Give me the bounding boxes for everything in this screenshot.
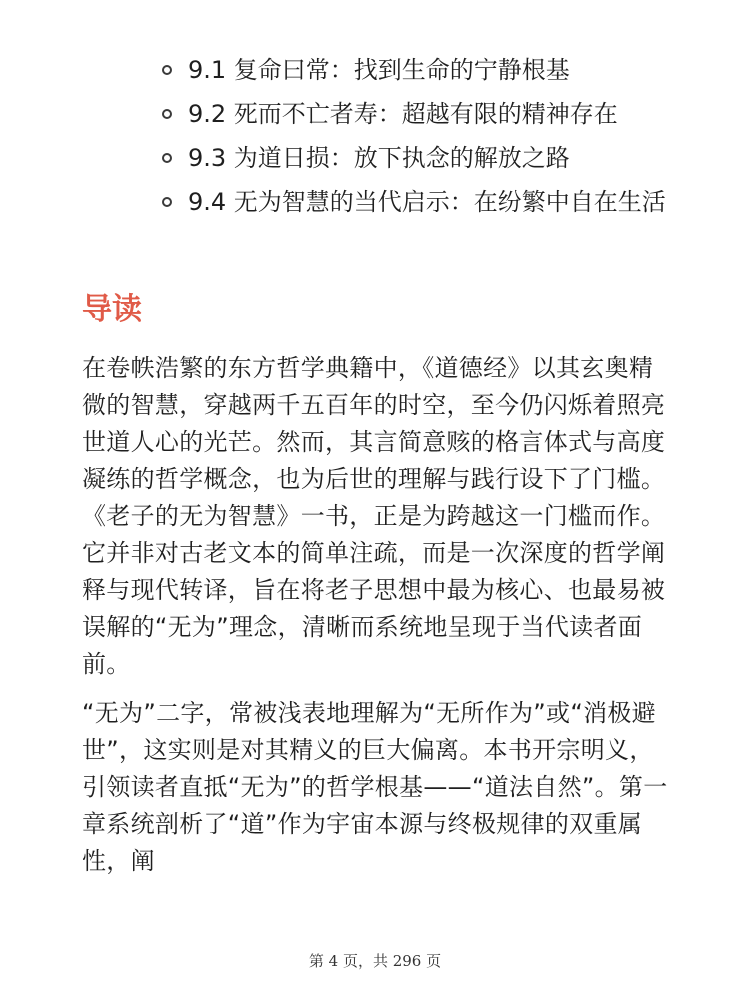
toc-item[interactable] — [162, 50, 682, 90]
hollow-circle-bullet-icon — [162, 109, 172, 119]
toc-item[interactable] — [162, 182, 682, 222]
page-number-footer: 第 4 页，共 296 页 — [308, 952, 442, 970]
paragraph: 在卷帙浩繁的东方哲学典籍中，《道德经》以其玄奥精微的智慧，穿越两千五百年的时空，至今仍闪烁着照亮世道人心的光芒。然而，其言简意赅的格言体式与高度凝练的哲学概念，也为后世的理解与践行设下了门槛。《老子的无为智慧》一书，正是为跨越这一门槛而作。它并非对古老文本的简单注疏，而是一次深度的哲学阐释与现代转译，旨在将老子思想中最为核心、也最易被误解的“无为”理念，清晰而系统地呈现于当代读者面前。 — [82, 354, 666, 678]
toc-item-label: 9.4 无为智慧的当代启示：在纷繁中自在生活 — [188, 188, 666, 216]
hollow-circle-bullet-icon — [162, 153, 172, 163]
toc-item-label: 9.3 为道日损：放下执念的解放之路 — [188, 144, 570, 172]
hollow-circle-bullet-icon — [162, 65, 172, 75]
toc-item-label: 9.1 复命曰常：找到生命的宁静根基 — [188, 56, 570, 84]
toc-item[interactable] — [162, 94, 682, 134]
paragraph: “无为”二字，常被浅表地理解为“无所作为”或“消极避世”，这实则是对其精义的巨大偏离。本书开宗明义，引领读者直抵“无为”的哲学根基——“道法自然”。第一章系统剖析了“道”作为宇宙本源与终极规律的双重属性，阐 — [82, 699, 668, 875]
hollow-circle-bullet-icon — [162, 197, 172, 207]
toc-item[interactable] — [162, 138, 682, 178]
section-title: 导读 — [82, 292, 142, 327]
toc-list — [162, 50, 682, 226]
body-text — [82, 350, 668, 892]
toc-item-label: 9.2 死而不亡者寿：超越有限的精神存在 — [188, 100, 618, 128]
